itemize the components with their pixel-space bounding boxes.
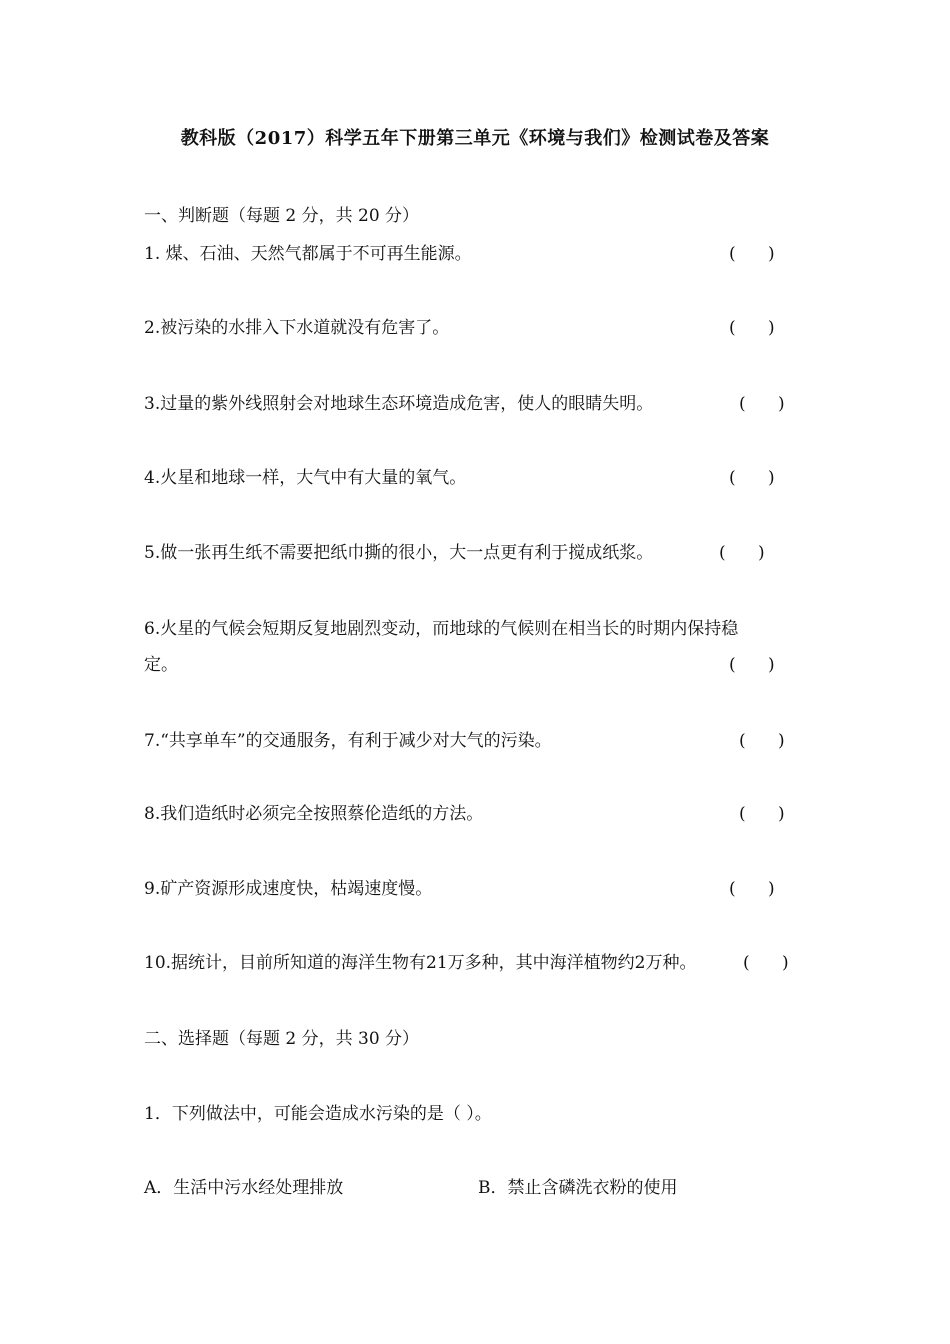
answer-blank-10[interactable]: ( ) xyxy=(743,953,789,973)
answer-blank-1[interactable]: ( ) xyxy=(729,244,775,264)
page-title: 教科版（2017）科学五年下册第三单元《环境与我们》检测试卷及答案 xyxy=(180,128,770,149)
question-3-text: 3.过量的紫外线照射会对地球生态环境造成危害，使人的眼睛失明。 xyxy=(144,394,654,414)
question-4-text: 4.火星和地球一样，大气中有大量的氧气。 xyxy=(144,468,467,488)
answer-blank-5[interactable]: ( ) xyxy=(719,543,765,563)
question-6-text-cont: 定。 xyxy=(144,655,178,675)
choice-question-1-text: 1．下列做法中，可能会造成水污染的是（ ）。 xyxy=(144,1104,492,1124)
question-7-text: 7.“共享单车”的交通服务，有利于减少对大气的污染。 xyxy=(144,731,552,751)
section-heading-judgement: 一、判断题（每题 2 分，共 20 分） xyxy=(144,206,420,226)
answer-blank-8[interactable]: ( ) xyxy=(739,804,785,824)
question-6-text: 6.火星的气候会短期反复地剧烈变动，而地球的气候则在相当长的时期内保持稳 xyxy=(144,619,739,639)
option-b[interactable]: B．禁止含磷洗衣粉的使用 xyxy=(478,1178,678,1198)
question-9-text: 9.矿产资源形成速度快，枯竭速度慢。 xyxy=(144,879,433,899)
question-8-text: 8.我们造纸时必须完全按照蔡伦造纸的方法。 xyxy=(144,804,484,824)
section-heading-choice: 二、选择题（每题 2 分，共 30 分） xyxy=(144,1029,420,1049)
answer-blank-7[interactable]: ( ) xyxy=(739,731,785,751)
option-a[interactable]: A．生活中污水经处理排放 xyxy=(144,1178,344,1198)
question-1-text: 1. 煤、石油、天然气都属于不可再生能源。 xyxy=(144,244,472,264)
question-5-text: 5.做一张再生纸不需要把纸巾撕的很小，大一点更有利于搅成纸浆。 xyxy=(144,543,654,563)
answer-blank-2[interactable]: ( ) xyxy=(729,318,775,338)
answer-blank-9[interactable]: ( ) xyxy=(729,879,775,899)
answer-blank-6[interactable]: ( ) xyxy=(729,655,775,675)
answer-blank-3[interactable]: ( ) xyxy=(739,394,785,414)
answer-blank-4[interactable]: ( ) xyxy=(729,468,775,488)
question-2-text: 2.被污染的水排入下水道就没有危害了。 xyxy=(144,318,450,338)
question-10-text: 10.据统计，目前所知道的海洋生物有21万多种，其中海洋植物约2万种。 xyxy=(144,953,697,973)
